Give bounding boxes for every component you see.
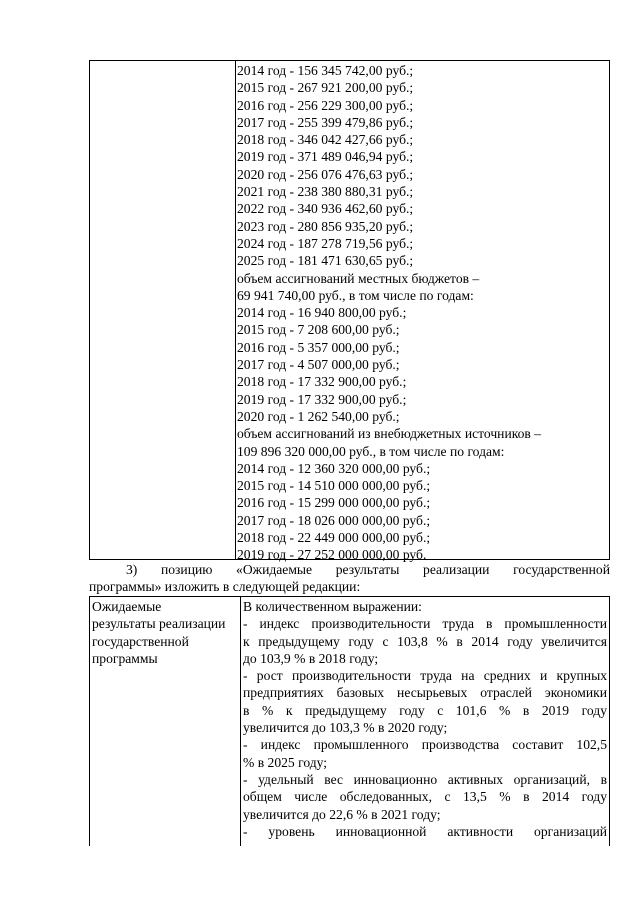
content-line: увеличится до 22,6 % в 2021 году; — [243, 806, 441, 822]
funding-line: 109 896 320 000,00 руб., в том числе по годам: — [237, 443, 505, 459]
label-line: Ожидаемые — [92, 599, 162, 614]
funding-line: 2019 год - 27 252 000 000,00 руб. — [237, 547, 427, 563]
column-divider — [240, 597, 241, 846]
expected-results-label-cell — [92, 598, 238, 667]
label-line: государственной — [92, 633, 189, 649]
column-divider — [235, 61, 236, 559]
funding-line: 2025 год - 181 471 630,65 руб.; — [237, 253, 414, 269]
funding-line: 2023 год - 280 856 935,20 руб.; — [237, 218, 414, 234]
content-line: - рост производительности труда на средних и крупных — [243, 668, 607, 684]
funding-line: 2014 год - 12 360 320 000,00 руб.; — [237, 460, 431, 476]
funding-line: 2018 год - 17 332 900,00 руб.; — [237, 374, 407, 390]
funding-line: 2015 год - 14 510 000 000,00 руб.; — [237, 478, 431, 494]
funding-table — [89, 60, 610, 563]
funding-line: 2014 год - 16 940 800,00 руб.; — [237, 305, 407, 321]
content-line: - индекс промышленного производства составит 102,5 — [243, 737, 607, 753]
funding-line: 2020 год - 1 262 540,00 руб.; — [237, 408, 400, 424]
funding-line: 2017 год - 4 507 000,00 руб.; — [237, 357, 400, 373]
content-line: к предыдущему году с 103,8 % в 2014 году увеличится — [243, 633, 607, 649]
content-line: - индекс производительности труда в промышленности — [243, 616, 607, 632]
content-line: общем числе обследованных, с 13,5 % в 2014 году — [243, 789, 607, 805]
content-line: - удельный вес инновационно активных организаций, в — [243, 771, 607, 787]
funding-line: 69 941 740,00 руб., в том числе по годам: — [237, 287, 474, 303]
funding-line: 2019 год - 371 489 046,94 руб.; — [237, 149, 414, 165]
funding-line: 2022 год - 340 936 462,60 руб.; — [237, 201, 414, 217]
content-line: % в 2025 году; — [243, 754, 328, 770]
expected-results-table — [89, 596, 610, 846]
funding-line: 2020 год - 256 076 476,63 руб.; — [237, 166, 414, 182]
label-line: результаты реализации — [92, 616, 226, 632]
content-line: до 103,9 % в 2018 году; — [243, 650, 379, 666]
funding-line: 2017 год - 18 026 000 000,00 руб.; — [237, 512, 431, 528]
funding-line: 2018 год - 22 449 000 000,00 руб.; — [237, 530, 431, 546]
funding-line: 2015 год - 267 921 200,00 руб.; — [237, 80, 414, 96]
funding-line: объем ассигнований местных бюджетов – — [237, 270, 480, 286]
content-line: в % к предыдущему году с 101,6 % в 2019 году — [243, 702, 607, 718]
funding-line: 2017 год - 255 399 479,86 руб.; — [237, 114, 414, 130]
funding-cell — [237, 62, 607, 564]
content-line: увеличится до 103,3 % в 2020 году; — [243, 720, 448, 736]
expected-results-content-cell — [243, 598, 607, 840]
funding-line: объем ассигнований из внебюджетных источников – — [237, 426, 542, 442]
amendment-paragraph-line-2: программы» изложить в следующей редакции: — [89, 579, 361, 594]
funding-line: 2021 год - 238 380 880,31 руб.; — [237, 184, 414, 200]
funding-line: 2016 год - 256 229 300,00 руб.; — [237, 97, 414, 113]
funding-line: 2016 год - 5 357 000,00 руб.; — [237, 339, 400, 355]
funding-line: 2014 год - 156 345 742,00 руб.; — [237, 63, 414, 78]
label-line: программы — [92, 650, 158, 666]
funding-line: 2018 год - 346 042 427,66 руб.; — [237, 132, 414, 148]
content-line: предприятиях базовых несырьевых отраслей экономики — [243, 685, 607, 701]
funding-line: 2016 год - 15 299 000 000,00 руб.; — [237, 495, 431, 511]
content-line: В количественном выражении: — [243, 599, 422, 614]
content-line: - уровень инновационной активности организаций — [243, 823, 607, 839]
funding-line: 2019 год - 17 332 900,00 руб.; — [237, 391, 407, 407]
amendment-paragraph-line-1: 3) позицию «Ожидаемые результаты реализации государственной — [126, 562, 610, 577]
funding-line: 2015 год - 7 208 600,00 руб.; — [237, 322, 400, 338]
funding-line: 2024 год - 187 278 719,56 руб.; — [237, 235, 414, 251]
